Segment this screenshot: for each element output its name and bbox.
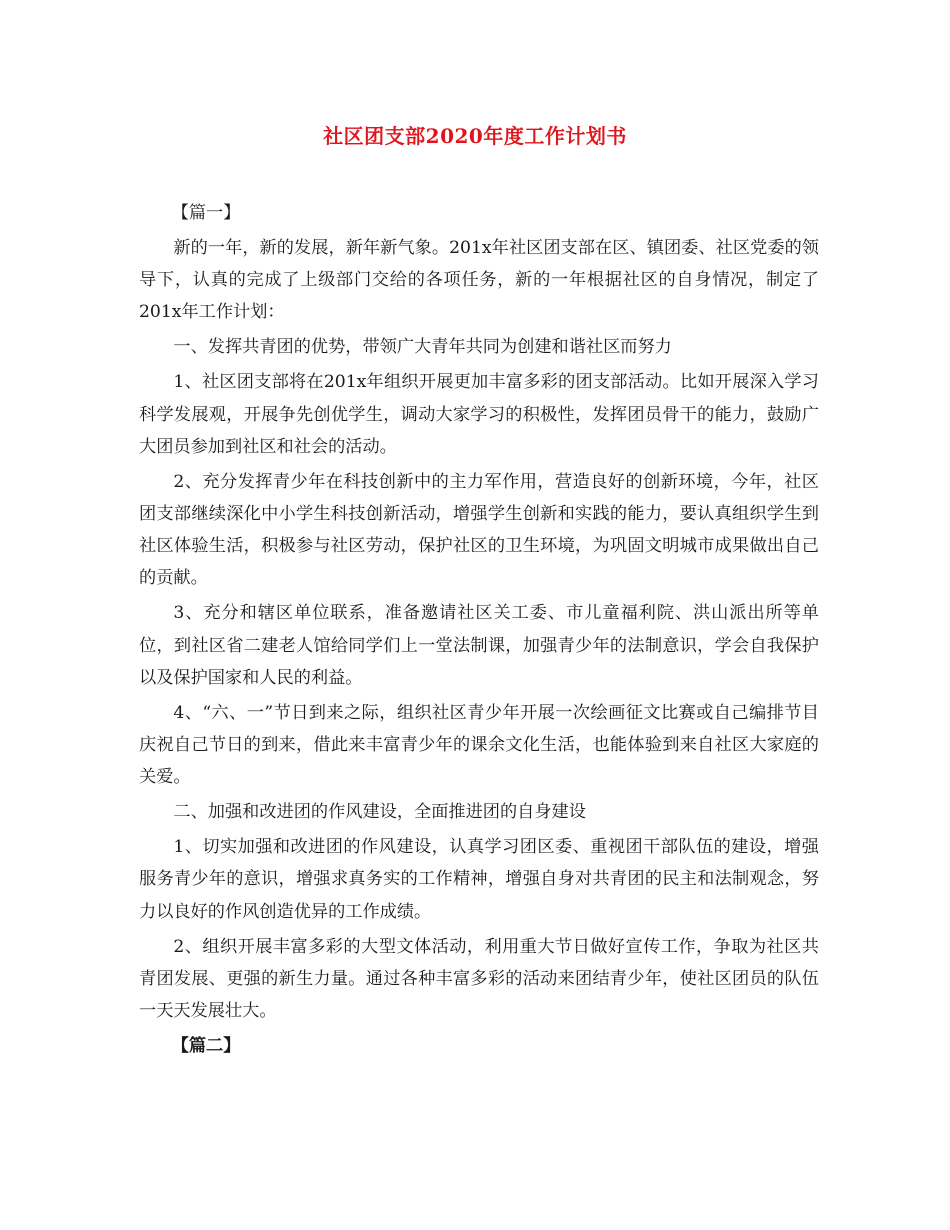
body-paragraph: 1、社区团支部将在201x年组织开展更加丰富多彩的团支部活动。比如开展深入学习科学发展观，开展争先创优学生，调动大家学习的积极性，发挥团员骨干的能力，鼓励广大团员参加到社区和社会的活动。 [139, 372, 819, 457]
section-heading-1: 一、发挥共青团的优势，带领广大青年共同为创建和谐社区而努力 [173, 337, 672, 358]
document-body [139, 197, 819, 1065]
body-paragraph: 3、充分和辖区单位联系，准备邀请社区关工委、市儿童福利院、洪山派出所等单位，到社区省二建老人馆给同学们上一堂法制课，加强青少年的法制意识，学会自我保护以及保护国家和人民的利益。 [139, 603, 819, 688]
section-heading-2: 二、加强和改进团的作风建设，全面推进团的自身建设 [173, 802, 586, 823]
section-heading-part-two: 【篇二】 [171, 1036, 241, 1057]
body-paragraph: 2、组织开展丰富多彩的大型文体活动，利用重大节日做好宣传工作，争取为社区共青团发展、更强的新生力量。通过各种丰富多彩的活动来团结青少年，使社区团员的队伍一天天发展壮大。 [139, 936, 819, 1022]
section-heading-part-one: 【篇一】 [171, 203, 241, 223]
intro-paragraph: 新的一年，新的发展，新年新气象。201x年社区团支部在区、镇团委、社区党委的领导下，认真的完成了上级部门交给的各项任务，新的一年根据社区的自身情况，制定了201x年工作计划： [139, 238, 819, 323]
page-title: 社区团支部2020年度工作计划书 [323, 124, 627, 148]
body-paragraph: 1、切实加强和改进团的作风建设，认真学习团区委、重视团干部队伍的建设，增强服务青少年的意识，增强求真务实的工作精神，增强自身对共青团的民主和法制观念，努力以良好的作风创造优异的工作成绩。 [139, 837, 819, 922]
body-paragraph: 4、“六、一”节日到来之际，组织社区青少年开展一次绘画征文比赛或自己编排节目庆祝自己节日的到来，借此来丰富青少年的课余文化生活，也能体验到来自社区大家庭的关爱。 [139, 702, 819, 788]
body-paragraph: 2、充分发挥青少年在科技创新中的主力军作用，营造良好的创新环境，今年，社区团支部继续深化中小学生科技创新活动，增强学生创新和实践的能力，要认真组织学生到社区体验生活，积极参与社区劳动，保护社区的卫生环境，为巩固文明城市成果做出自己的贡献。 [139, 471, 819, 589]
